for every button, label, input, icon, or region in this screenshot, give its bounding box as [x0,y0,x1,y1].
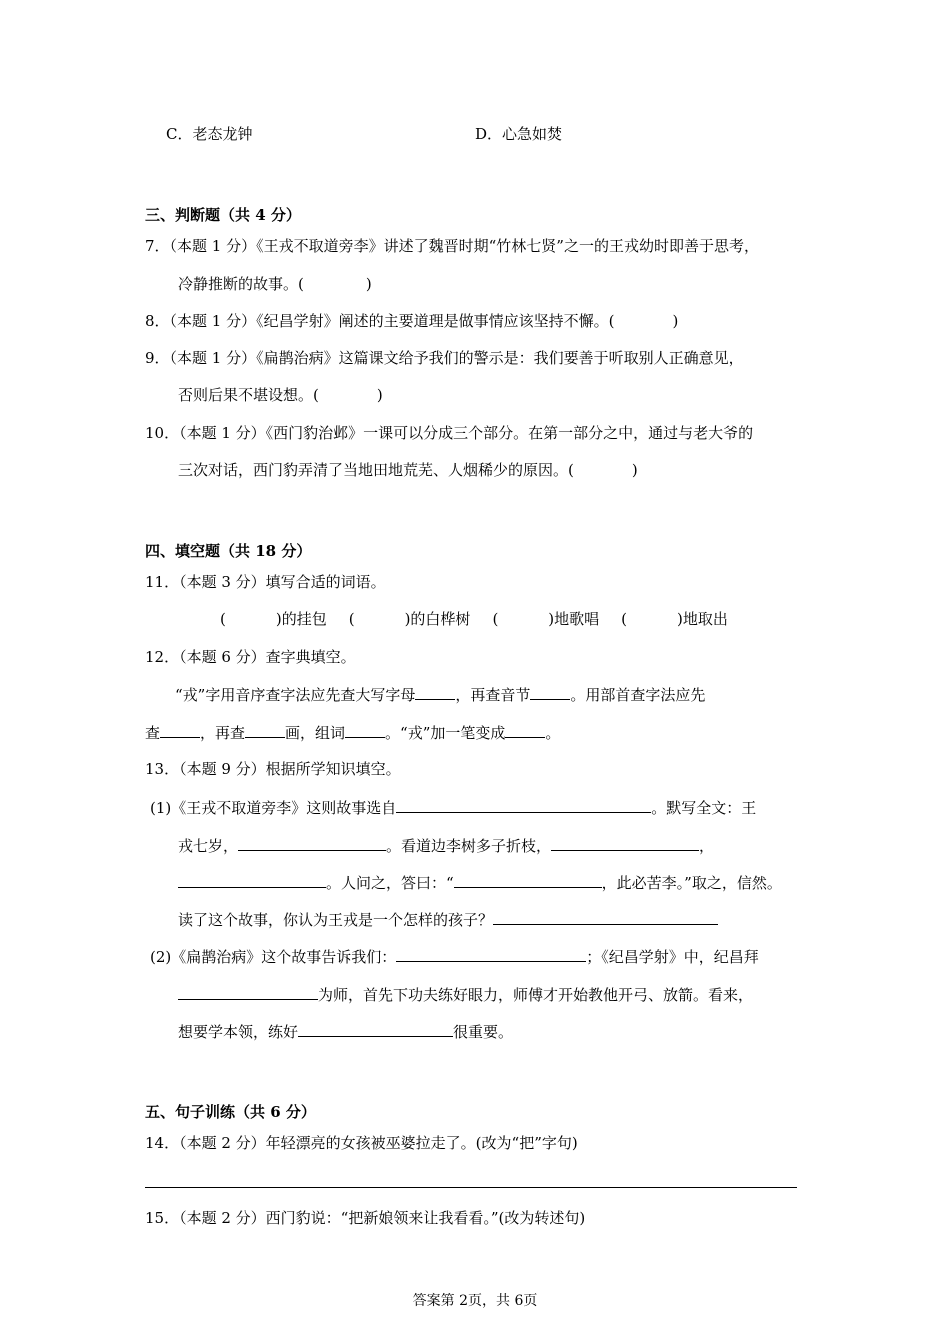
q13-blank-recite-4[interactable] [454,872,602,888]
q11-number: 11．（本题 3 分） [145,573,266,591]
q13-blank-recite-3[interactable] [178,872,326,888]
q13-p2-text-e: 很重要。 [453,1023,514,1041]
q13-p1-line3 [178,872,782,893]
q13-p1-line2 [178,835,714,856]
q13-p2-line2 [178,984,753,1005]
q11-item-1: )的挂包 [275,610,327,628]
q13-blank-recite-2[interactable] [551,835,699,851]
q13-p2-text-c: 为师，首先下功夫练好眼力，师傅才开始教他开弓、放箭。看来， [318,986,754,1004]
q13-p1-text-a: (1)《王戎不取道旁李》这则故事选自 [150,799,397,817]
q11-items [220,609,728,629]
q10-close: ) [631,461,638,479]
q10-text: 《西门豹治邺》一课可以分成三个部分。在第一部分之中，通过与老大爷的 [265,424,754,442]
q13-p1-line1 [150,797,756,818]
q11-open-3: ( [492,610,499,628]
q12-text-h: 。 [545,724,561,742]
q13-p2-line3 [178,1021,513,1042]
q14-answer-line[interactable] [145,1187,797,1188]
q13-text: 根据所学知识填空。 [265,760,401,778]
section5-heading: 五、句子训练（共 6 分） [145,1103,316,1121]
q12-line1 [175,684,705,705]
q13-p2-text-b: ；《纪昌学射》中，纪昌拜 [586,948,759,966]
q11-item-4: )地取出 [677,610,728,628]
page-footer: 答案第 2页，共 6页 [412,1293,538,1309]
q11-line [145,572,386,592]
q12-blank-word[interactable] [345,722,385,738]
q8-close: ) [672,312,679,330]
q13-blank-teacher[interactable] [178,984,318,1000]
q13-p1-text-c: 戎七岁， [178,837,239,855]
q12-blank-newchar[interactable] [505,722,545,738]
q15-text: 西门豹说：“把新娘领来让我看看。”(改为转述句) [265,1209,586,1227]
q14-number: 14．（本题 2 分） [145,1134,266,1152]
option-d: D．心急如焚 [475,125,563,143]
q10-text-2: 三次对话，西门豹弄清了当地田地荒芜、人烟稀少的原因。( [178,461,574,479]
q12-line [145,647,356,667]
q13-p2-text-a: (2)《扁鹊治病》这个故事告诉我们： [150,948,397,966]
q13-blank-source[interactable] [396,797,651,813]
q9-number: 9．（本题 1 分） [145,349,257,367]
q11-text: 填写合适的词语。 [265,573,386,591]
q12-number: 12．（本题 6 分） [145,648,266,666]
q13-p1-text-d: 。看道边李树多子折枝， [386,837,552,855]
q12-text-g: 。“戎”加一笔变成 [385,724,506,742]
section4-heading: 四、填空题（共 18 分） [145,542,312,560]
q12-text: 查字典填空。 [265,648,356,666]
q7-close: ) [365,275,372,293]
q10-line2 [178,460,638,480]
q15-number: 15．（本题 2 分） [145,1209,266,1227]
q12-text-e: ，再查 [200,724,246,742]
q11-item-3: )地歌唱 [548,610,600,628]
q12-text-f: 画，组词 [285,724,346,742]
q12-line2 [145,722,560,743]
q12-blank-radical[interactable] [160,722,200,738]
q13-blank-lesson[interactable] [396,946,586,962]
q14-text: 年轻漂亮的女孩被巫婆拉走了。(改为“把”字句) [265,1134,578,1152]
q11-open-4: ( [621,610,628,628]
q13-p1-text-f: 。人问之，答曰：“ [326,874,454,892]
q12-text-c: 。用部首查字法应先 [570,686,706,704]
q9-text-2: 否则后果不堪设想。( [178,386,319,404]
q8-number: 8．（本题 1 分） [145,312,257,330]
q13-p1-text-g: ，此必苦李。”取之，信然。 [601,874,782,892]
q13-p1-line4 [178,909,718,930]
q10-line1 [145,423,753,443]
q13-blank-opinion[interactable] [493,909,718,925]
q14-line [145,1133,578,1153]
q11-open-1: ( [220,610,226,628]
q8-line [145,311,678,331]
q13-p1-text-h: 读了这个故事，你认为王戎是一个怎样的孩子？ [178,911,494,929]
q13-p1-text-b: 。默写全文：王 [651,799,757,817]
q11-item-2: )的白桦树 [404,610,471,628]
q13-number: 13．（本题 9 分） [145,760,266,778]
q7-number: 7．（本题 1 分） [145,237,257,255]
q11-open-2: ( [348,610,355,628]
q13-p2-text-d: 想要学本领，练好 [178,1023,299,1041]
q12-blank-letter[interactable] [415,684,455,700]
q9-text: 《扁鹊治病》这篇课文给予我们的警示是：我们要善于听取别人正确意见， [256,349,744,367]
q8-text: 《纪昌学射》阐述的主要道理是做事情应该坚持不懈。( [256,312,615,330]
q10-number: 10．（本题 1 分） [145,424,266,442]
q7-line1 [145,236,759,256]
q13-line [145,759,401,779]
q7-line2 [178,274,372,294]
q9-close: ) [376,386,383,404]
q15-line [145,1208,585,1228]
section3-heading: 三、判断题（共 4 分） [145,206,301,224]
q13-p2-line1 [150,946,759,967]
q7-text-2: 冷静推断的故事。( [178,275,304,293]
q13-blank-recite-1[interactable] [238,835,386,851]
q12-text-d: 查 [145,724,161,742]
q13-p1-text-e: ， [699,837,715,855]
q9-line2 [178,385,383,405]
q13-blank-skill[interactable] [298,1021,453,1037]
q9-line1 [145,348,744,368]
option-c: C．老态龙钟 [166,125,253,143]
q12-blank-strokes[interactable] [245,722,285,738]
q12-blank-syllable[interactable] [530,684,570,700]
q12-text-a: “戎”字用音序查字法应先查大写字母 [175,686,416,704]
q12-text-b: ，再查音节 [455,686,531,704]
q7-text: 《王戎不取道旁李》讲述了魏晋时期“竹林七贤”之一的王戎幼时即善于思考， [256,237,759,255]
